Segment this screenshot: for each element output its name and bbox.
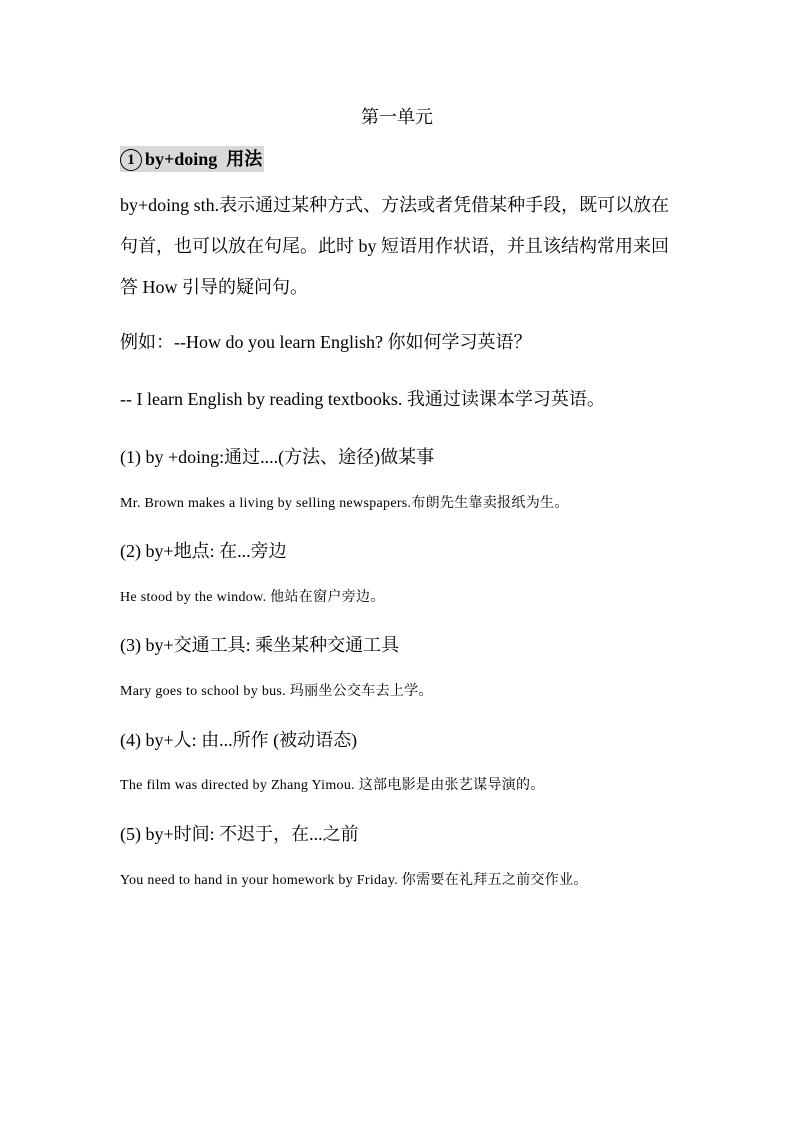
example-answer: -- I learn English by reading textbooks. 我通过读课本学习英语。 [120,389,605,409]
usage-example-2: He stood by the window. 他站在窗户旁边。 [120,590,385,605]
page-title: 第一单元 [361,107,433,127]
section-heading [120,146,264,172]
usage-example-5: You need to hand in your homework by Friday. 你需要在礼拜五之前交作业。 [120,873,588,888]
usage-heading-5: (5) by+时间: 不迟于，在...之前 [120,824,359,844]
usage-heading-2: (2) by+地点: 在...旁边 [120,541,287,561]
usage-heading-4: (4) by+人: 由...所作 (被动语态) [120,730,358,750]
intro-paragraph: by+doing sth.表示通过某种方式、方法或者凭借某种手段，既可以放在句首，也可以放在句尾。此时 by 短语用作状语，并且该结构常用来回答 How 引导的疑问句。 [120,195,670,297]
usage-example-1: Mr. Brown makes a living by selling newspapers.布朗先生靠卖报纸为生。 [120,496,569,511]
section-heading-text: by+doing 用法 [145,149,263,169]
usage-example-4: The film was directed by Zhang Yimou. 这部电影是由张艺谋导演的。 [120,778,545,793]
section-number-badge: 1 [120,149,142,171]
example-question: 例如：--How do you learn English? 你如何学习英语？ [120,332,532,352]
usage-heading-1: (1) by +doing:通过....(方法、途径)做某事 [120,447,435,467]
usage-example-3: Mary goes to school by bus. 玛丽坐公交车去上学。 [120,684,433,699]
usage-heading-3: (3) by+交通工具: 乘坐某种交通工具 [120,635,400,655]
